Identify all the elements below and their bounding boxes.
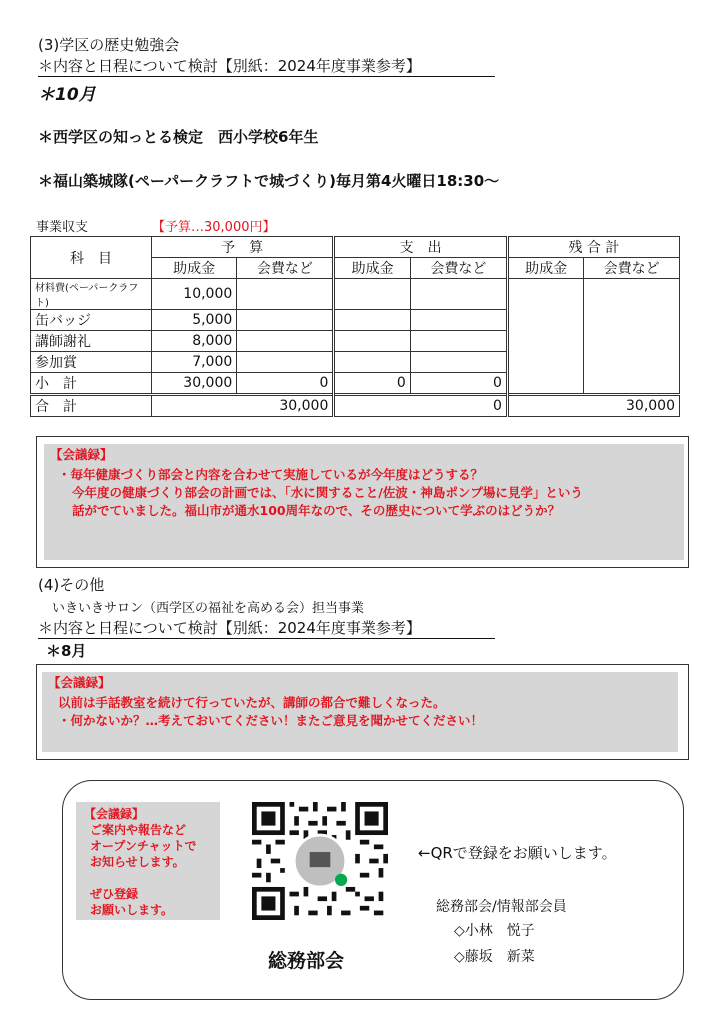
footer-member1: ◇小林 悦子 — [454, 923, 535, 939]
row-amount: 10,000 — [152, 279, 237, 310]
memo2-line: ・何かないか？…考えておいてください！またご意見を聞かせてください！ — [58, 713, 484, 728]
total-label: 合 計 — [31, 395, 152, 417]
row-name: 缶バッジ — [31, 310, 152, 331]
qr-instruction: ←QRで登録をお願いします。 — [418, 844, 617, 862]
subheader: 助成金 — [507, 258, 583, 279]
memo1-title: 【会議録】 — [50, 447, 113, 462]
table-row — [31, 279, 680, 310]
subtotal-v1: 30,000 — [152, 373, 237, 395]
subheader: 助成金 — [334, 258, 410, 279]
memo1-line: 話がでていました。福山市が通水100周年なので、その歴史について学ぶのはどうか？ — [72, 503, 561, 518]
footer-memo-line — [76, 870, 220, 886]
memo2 — [42, 672, 678, 752]
header-subject: 科 目 — [31, 237, 152, 279]
budget-note: 【予算…30,000円】 — [152, 220, 276, 235]
footer-memo-line: お知らせします。 — [90, 855, 185, 869]
section4-subtitle: ＊内容と日程について検討【別紙：2024年度事業参考】 — [38, 618, 495, 639]
section3-item1: ＊西学区の知っとる検定 西小学校6年生 — [38, 128, 319, 146]
row-amount: 5,000 — [152, 310, 237, 331]
section3-title: (3)学区の歴史勉強会 — [38, 36, 180, 54]
subtotal-v4: 0 — [410, 373, 507, 395]
memo2-line: 以前は手話教室を続けて行っていたが、講師の都合で難しくなった。 — [58, 695, 446, 710]
footer-memo-line: お願いします。 — [90, 903, 174, 917]
footer-group: 総務部会/情報部会員 — [436, 899, 567, 915]
header-shishutsu: 支 出 — [334, 237, 508, 258]
total-t1: 30,000 — [152, 395, 334, 417]
subtotal-v3: 0 — [334, 373, 410, 395]
total-t2: 0 — [334, 395, 508, 417]
section4-line: いきいきサロン（西学区の福祉を高める会）担当事業 — [52, 601, 365, 616]
subheader: 会費など — [410, 258, 507, 279]
footer-title: 総務部会 — [268, 950, 345, 972]
total-t3: 30,000 — [507, 395, 679, 417]
row-name: 参加賞 — [31, 352, 152, 373]
memo1 — [44, 444, 684, 560]
total-row — [31, 395, 680, 417]
budget-label: 事業収支 — [36, 220, 89, 235]
section4-title: (4)その他 — [38, 576, 105, 594]
row-name: 講師謝礼 — [31, 331, 152, 352]
memo1-line: 今年度の健康づくり部会の計画では、「水に関すること/佐波・神島ポンプ場に見学」という — [72, 485, 583, 500]
subheader: 助成金 — [152, 258, 237, 279]
footer-memo-line: オープンチャットで — [90, 839, 197, 853]
row-name: 材料費(ペーパークラフト) — [31, 279, 152, 310]
budget-table — [30, 236, 680, 417]
subtotal-v2: 0 — [237, 373, 334, 395]
subtotal-label: 小 計 — [31, 373, 152, 395]
memo1-line: ・毎年健康づくり部会と内容を合わせて実施しているが今年度はどうする？ — [58, 467, 484, 482]
qr-code[interactable] — [252, 802, 388, 920]
section3-month: ＊10月 — [38, 85, 96, 105]
footer-member2: ◇藤坂 新菜 — [454, 949, 535, 965]
footer-memo-line: 【会議録】 — [84, 807, 145, 821]
memo2-title: 【会議録】 — [48, 675, 111, 690]
footer-memo — [76, 802, 220, 920]
footer-memo-line: ぜひ登録 — [90, 887, 139, 901]
row-amount: 7,000 — [152, 352, 237, 373]
header-yosan: 予 算 — [152, 237, 334, 258]
subheader: 会費など — [584, 258, 680, 279]
row-amount: 8,000 — [152, 331, 237, 352]
section3-item2: ＊福山築城隊(ペーパークラフトで城づくり)毎月第4火曜日18:30～ — [38, 172, 500, 190]
header-zan: 残 合 計 — [507, 237, 679, 258]
subheader: 会費など — [237, 258, 334, 279]
section4-month: ＊8月 — [46, 642, 87, 660]
section3-subtitle: ＊内容と日程について検討【別紙：2024年度事業参考】 — [38, 56, 495, 77]
footer-memo-line: ご案内や報告など — [90, 823, 187, 837]
